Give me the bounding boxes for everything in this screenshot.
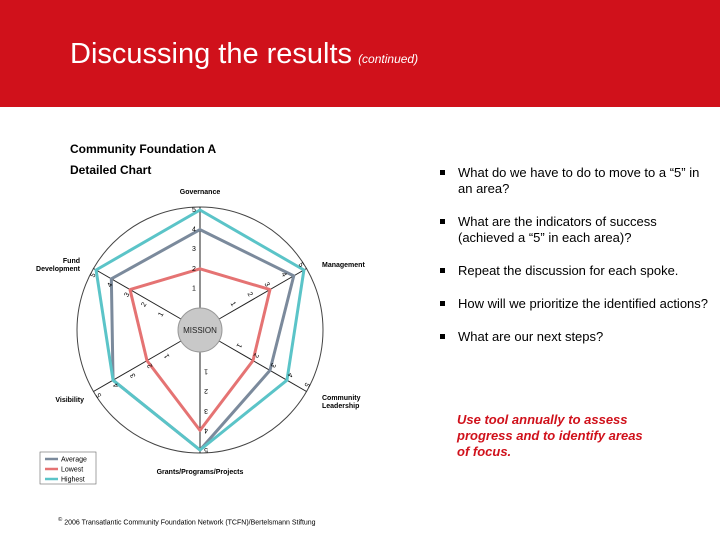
scale-tick-label: 5 [204, 446, 208, 453]
scale-tick-label: 5 [192, 207, 196, 214]
annual-review-note: Use tool annually to assess progress and to identify areas of focus. [457, 412, 643, 459]
axis-label: Governance [179, 189, 221, 196]
scale-tick-label: 5 [89, 272, 98, 279]
scale-tick-label: 3 [123, 291, 132, 299]
legend-label: Lowest [61, 466, 84, 474]
radar-chart [20, 175, 420, 515]
copyright-footer [58, 517, 316, 526]
scale-tick-label: 2 [245, 291, 254, 298]
axis-label: Community [322, 395, 361, 402]
axis-label: Fund [62, 258, 80, 265]
bullet-item [438, 214, 708, 246]
page-title [70, 38, 418, 71]
axis-label: Visibility [55, 397, 84, 404]
legend-label: Highest [61, 476, 85, 484]
scale-tick-label: 2 [204, 387, 208, 395]
scale-tick-label: 1 [163, 352, 172, 360]
scale-tick-label: 3 [268, 361, 277, 369]
axis-spoke [219, 341, 306, 392]
scale-tick-label: 2 [140, 301, 149, 309]
chart-heading: Detailed Chart [70, 163, 152, 177]
scale-tick-label: 3 [192, 246, 196, 254]
scale-tick-label: 1 [192, 285, 196, 293]
copyright-symbol: © [58, 517, 63, 523]
bullet-item [438, 296, 708, 312]
bullet-marker [440, 268, 445, 273]
mission-label: MISSION [183, 326, 217, 335]
scale-tick-label: 1 [234, 341, 243, 349]
scale-tick-label: 4 [112, 381, 121, 389]
bullet-item [438, 329, 708, 345]
bullet-marker [440, 219, 445, 224]
bullet-item [438, 263, 708, 279]
title-text: Discussing the results [70, 38, 353, 70]
bullet-marker [440, 170, 445, 175]
legend-label: Average [61, 456, 87, 464]
axis-label: Leadership [322, 403, 360, 410]
scale-tick-label: 1 [228, 300, 237, 308]
bullet-text: What do we have to do to move to a “5” in an area? [458, 165, 700, 196]
scale-tick-label: 4 [285, 371, 294, 379]
axis-spoke [93, 269, 180, 320]
axis-label: Grants/Programs/Projects [156, 469, 244, 476]
bullet-text: Repeat the discussion for each spoke. [458, 263, 679, 278]
axis-label: Development [36, 266, 80, 273]
scale-tick-label: 4 [192, 226, 196, 234]
scale-tick-label: 5 [296, 261, 305, 269]
bullet-marker [440, 334, 445, 339]
scale-tick-label: 4 [279, 271, 288, 279]
scale-tick-label: 2 [251, 351, 260, 359]
scale-tick-label: 3 [204, 406, 208, 414]
bullet-text: What are our next steps? [458, 329, 604, 344]
scale-tick-label: 5 [95, 391, 104, 399]
scale-tick-label: 1 [204, 367, 208, 375]
scale-tick-label: 3 [129, 371, 138, 379]
bullet-text: How will we prioritize the identified actions? [458, 296, 709, 311]
scale-tick-label: 2 [192, 265, 196, 273]
scale-tick-label: 2 [146, 362, 155, 369]
scale-tick-label: 1 [157, 311, 166, 319]
scale-tick-label: 4 [106, 281, 115, 289]
axis-label: Management [322, 262, 365, 269]
bullet-list [438, 165, 708, 362]
scale-tick-label: 4 [204, 426, 208, 434]
bullet-marker [440, 301, 445, 306]
scale-tick-label: 3 [262, 281, 271, 289]
section-heading: Community Foundation A [70, 142, 217, 156]
axis-spoke [93, 341, 180, 392]
scale-tick-label: 5 [302, 381, 311, 388]
header-banner [0, 0, 720, 107]
copyright-text: 2006 Transatlantic Community Foundation Network (TCFN)/Bertelsmann Stiftung [64, 519, 316, 527]
bullet-item [438, 165, 708, 197]
title-subtitle: (continued) [358, 52, 419, 66]
bullet-text: What are the indicators of success (achieved a “5” in each area)? [458, 214, 657, 245]
